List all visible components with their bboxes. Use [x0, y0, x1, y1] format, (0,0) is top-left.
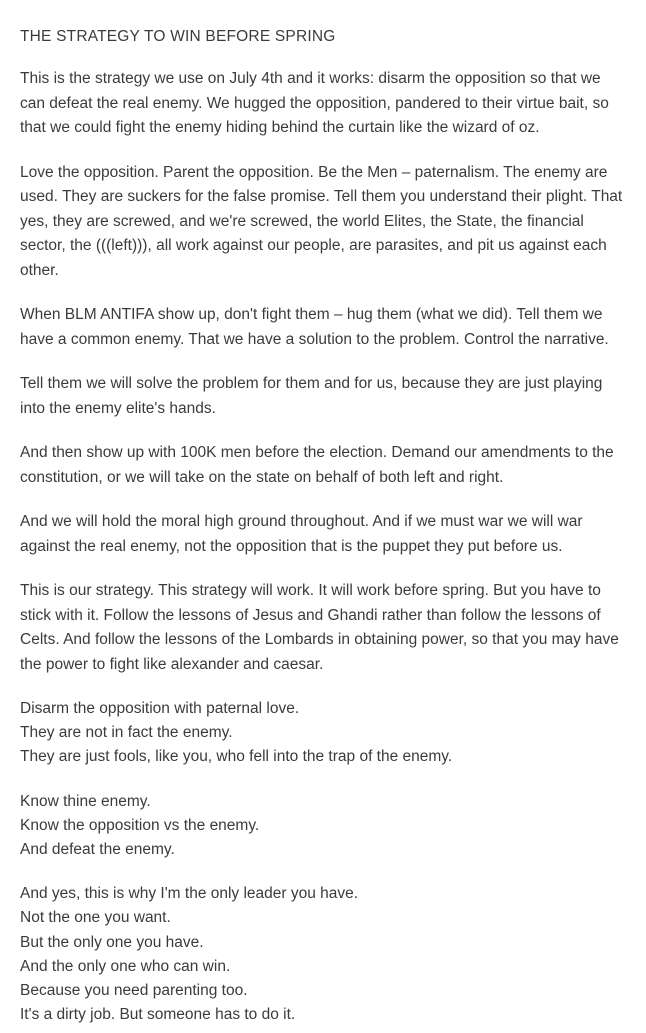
statement-block-1 — [20, 697, 626, 770]
statement-block-3 — [20, 882, 626, 1027]
statement-line: And yes, this is why I'm the only leader you have. — [20, 885, 359, 903]
statement-line: They are just fools, like you, who fell into the trap of the enemy. — [20, 748, 453, 766]
paragraph-1: This is the strategy we use on July 4th and it works: disarm the opposition so that we can defeat the real enemy. We hugged the opposition, pandered to their virtue bait, so that we could fight the enemy hiding behind the curtain like the wizard of oz. — [20, 70, 609, 136]
paragraph-2: Love the opposition. Parent the opposition. Be the Men – paternalism. The enemy are used. They are suckers for the false promise. Tell them you understand their plight. That yes, they are screwed, and we're screwed, the world Elites, the State, the financial sector, the (((left))), all work against our people, are parasites, and pit us against each other. — [20, 163, 623, 279]
statement-line: Because you need parenting too. — [20, 982, 248, 1000]
statement-line: And defeat the enemy. — [20, 841, 175, 859]
statement-line: And the only one who can win. — [20, 957, 231, 975]
paragraph-5: And then show up with 100K men before the election. Demand our amendments to the constitution, or we will take on the state on behalf of both left and right. — [20, 444, 614, 486]
paragraph-3: When BLM ANTIFA show up, don't fight them – hug them (what we did). Tell them we have a common enemy. That we have a solution to the problem. Control the narrative. — [20, 306, 609, 348]
statement-line: Not the one you want. — [20, 909, 171, 927]
statement-line: Know thine enemy. — [20, 792, 151, 810]
statement-line: But the only one you have. — [20, 933, 204, 951]
page-title: THE STRATEGY TO WIN BEFORE SPRING — [20, 28, 336, 45]
statement-line: Disarm the opposition with paternal love. — [20, 700, 300, 717]
paragraph-4: Tell them we will solve the problem for them and for us, because they are just playing into the enemy elite's hands. — [20, 375, 603, 417]
statement-line: It's a dirty job. But someone has to do it. — [20, 1006, 296, 1024]
statement-block-2 — [20, 790, 626, 863]
paragraph-7: This is our strategy. This strategy will work. It will work before spring. But you have to stick with it. Follow the lessons of Jesus and Ghandi rather than follow the lessons of Celts. And follow the lessons of the Lombards in obtaining power, so that you may have the power to fight like alexander and caesar. — [20, 582, 619, 673]
statement-line: They are not in fact the enemy. — [20, 724, 233, 742]
paragraph-6: And we will hold the moral high ground throughout. And if we must war we will war against the real enemy, not the opposition that is the puppet they put before us. — [20, 513, 583, 555]
page-bottom-edge — [0, 1027, 646, 1033]
statement-line: Know the opposition vs the enemy. — [20, 816, 260, 834]
